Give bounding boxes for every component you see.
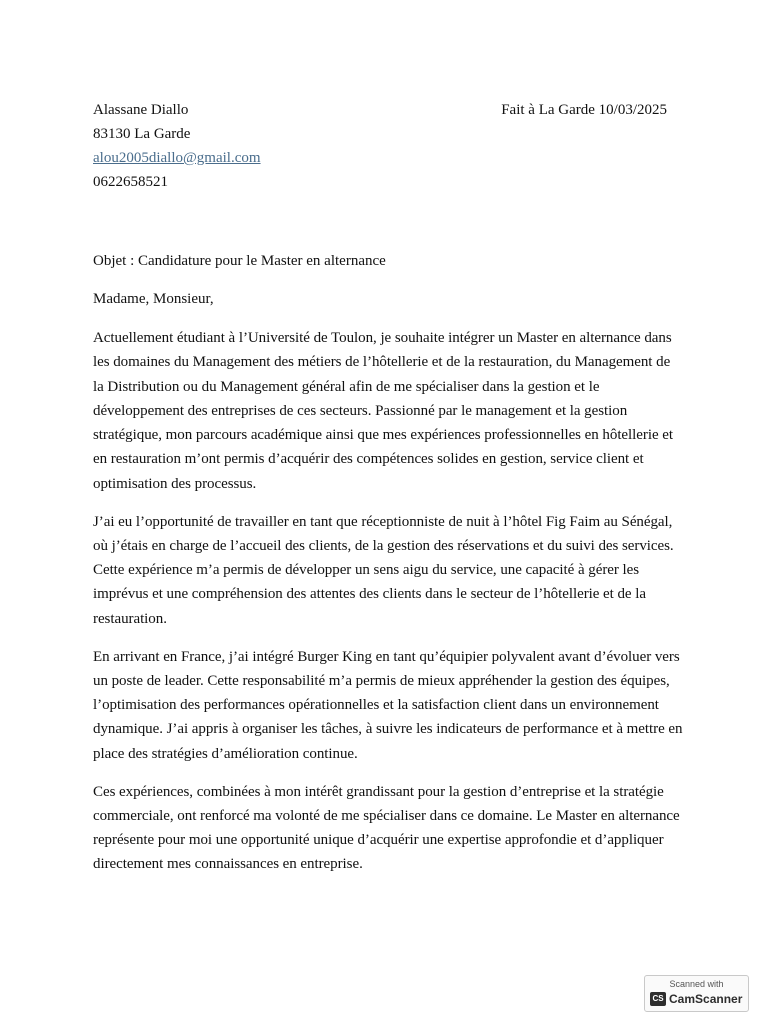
watermark-scanned-with: Scanned with (669, 979, 724, 989)
paragraph: J’ai eu l’opportunité de travailler en tant que réceptionniste de nuit à l’hôtel Fig Faim au Sénégal, où j’étais en charge de l’accueil des clients, de la gestion des réservations et du suivi des services. Cette expérience m’a permis de développer un sens aigu du service, une capacité à gérer les imprévus et une compréhension des attentes des clients dans le secteur de l’hôtellerie et de la restauration. (93, 513, 674, 627)
paragraph: En arrivant en France, j’ai intégré Burger King en tant qu’équipier polyvalent avant d’évoluer vers un poste de leader. Cette responsabilité m’a permis de mieux appréhender la gestion des équipes, l’optimisation des performances opérationnelles et la satisfaction client dans un environnement dynamique. J’ai appris à organiser les tâches, à suivre les indicateurs de performance et à mettre en place des stratégies d’amélioration continue. (93, 648, 683, 762)
letter-subject: Objet : Candidature pour le Master en alternance (93, 253, 386, 269)
sender-name: Alassane Diallo (93, 102, 189, 118)
sender-block (93, 98, 493, 194)
letter-body (93, 326, 683, 890)
sender-address: 83130 La Garde (93, 126, 191, 142)
place-date: Fait à La Garde 10/03/2025 (501, 102, 667, 118)
paragraph: Ces expériences, combinées à mon intérêt grandissant pour la gestion d’entreprise et la stratégie commerciale, ont renforcé ma volonté de me spécialiser dans ce domaine. Le Master en alternance représente pour moi une opportunité unique d’acquérir une expertise approfondie et d’appliquer directement mes connaissances en entreprise. (93, 783, 680, 873)
sender-phone: 0622658521 (93, 174, 168, 190)
camscanner-watermark (644, 975, 749, 1012)
salutation: Madame, Monsieur, (93, 291, 214, 307)
sender-email-link[interactable]: alou2005diallo@gmail.com (93, 150, 261, 166)
camscanner-logo-icon: CS (650, 992, 666, 1006)
watermark-brand: CamScanner (669, 992, 743, 1006)
paragraph: Actuellement étudiant à l’Université de Toulon, je souhaite intégrer un Master en alternance dans les domaines du Management des métiers de l’hôtellerie et de la restauration, du Management de la Distribution ou du Management général afin de me spécialiser dans la gestion et le développement des entreprises de ces secteurs. Passionné par le management et la gestion stratégique, mon parcours académique ainsi que mes expériences professionnelles en hôtellerie et en restauration m’ont permis d’acquérir des compétences solides en gestion, service client et optimisation des processus. (93, 330, 673, 492)
